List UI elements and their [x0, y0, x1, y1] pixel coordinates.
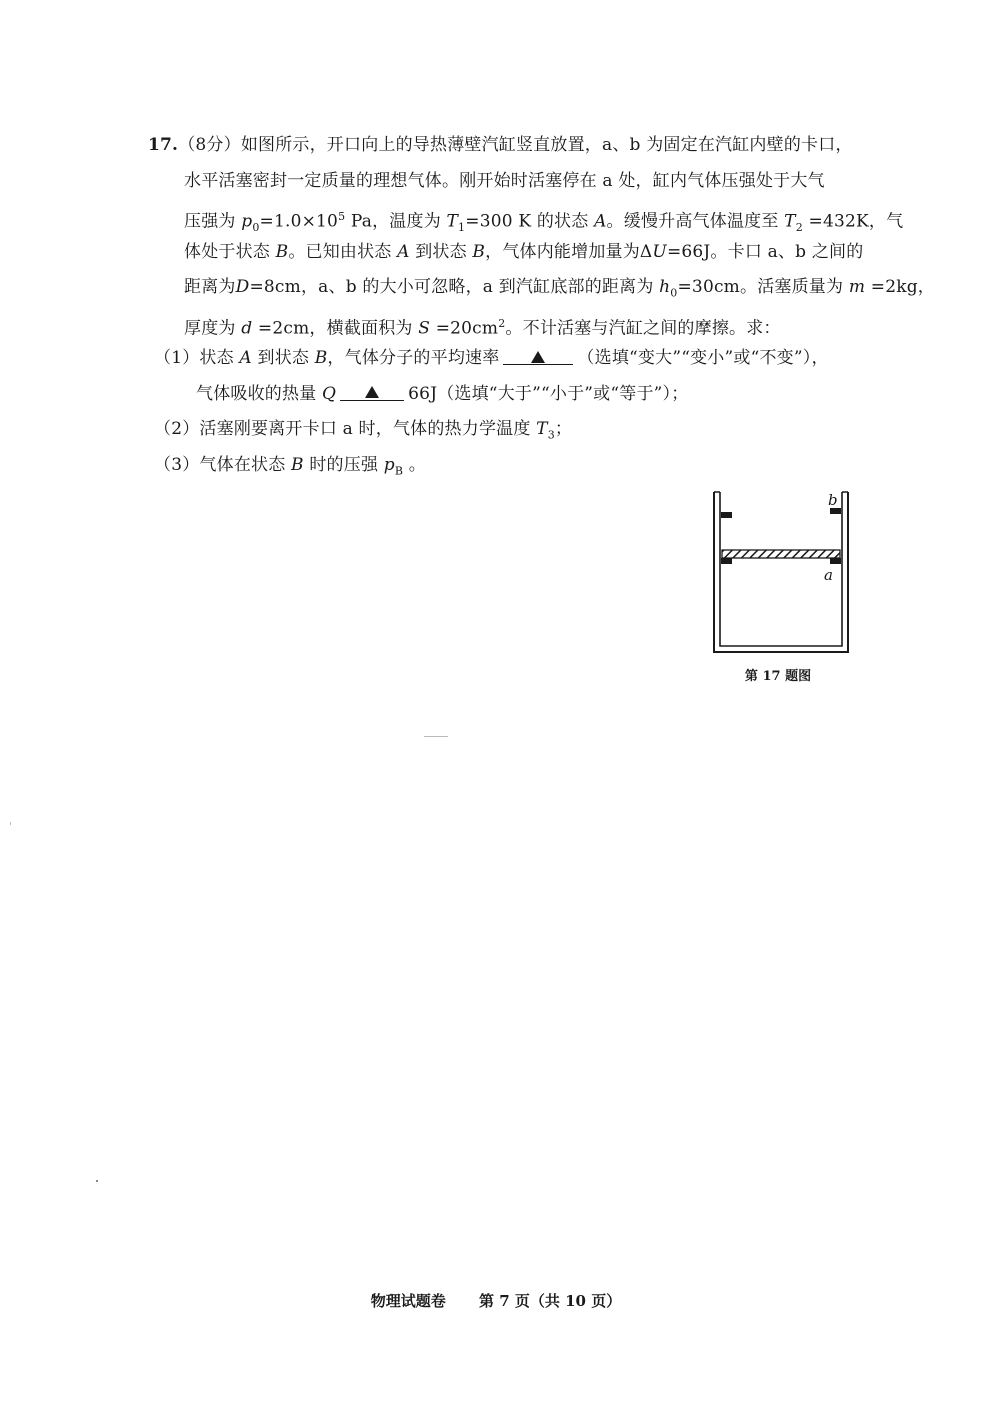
- question-17: [148, 128, 935, 483]
- question-text: 压强为: [184, 211, 242, 232]
- question-line-3: [148, 199, 918, 235]
- symbol-pB: p: [383, 454, 395, 475]
- subscript: 2: [795, 221, 803, 235]
- part-text: 时的压强: [303, 454, 384, 475]
- symbol-D: D: [235, 277, 250, 297]
- part-text: （选填“变大”“变小”或“不变”），: [577, 348, 829, 368]
- part-1: [148, 341, 918, 377]
- question-score: （8分）: [178, 135, 241, 155]
- question-line-6: [148, 306, 918, 342]
- stop-a-right: [830, 558, 841, 564]
- label-b: b: [828, 491, 838, 509]
- question-text: =432K，气: [802, 211, 904, 232]
- question-text: 。不计活塞与汽缸之间的摩擦。求：: [505, 318, 781, 339]
- part-text: ，气体分子的平均速率: [327, 348, 500, 368]
- stop-b-left: [721, 512, 732, 518]
- question-text: =66J。卡口 a、b 之间的: [666, 241, 864, 262]
- symbol-B: B: [275, 241, 289, 262]
- symbol-T3: T: [536, 419, 548, 439]
- footer-subject: 物理试题卷: [370, 1292, 446, 1310]
- symbol-Q: Q: [322, 383, 337, 404]
- part-text: 66J（选填“大于”“小于”或“等于”）；: [408, 383, 689, 404]
- subscript: 1: [458, 221, 466, 235]
- footer-page-number: 第 7 页（共 10 页）: [479, 1292, 622, 1310]
- scan-mark: [96, 1180, 98, 1182]
- symbol-h0: h: [659, 277, 671, 297]
- part-text: （1）状态: [154, 348, 240, 368]
- question-text: 厚度为: [184, 318, 242, 339]
- part-text: 气体吸收的热量: [196, 383, 323, 404]
- symbol-S: S: [418, 318, 431, 339]
- question-line-2: [148, 164, 918, 200]
- part-text: 到状态: [251, 348, 315, 368]
- scan-mark: [424, 736, 448, 737]
- question-text: 体处于状态: [184, 241, 276, 262]
- symbol-d: d: [241, 318, 253, 339]
- symbol-T1: T: [446, 211, 459, 232]
- question-text: =20cm: [430, 318, 499, 339]
- figure-caption: 第 17 题图: [744, 669, 812, 684]
- question-text: 。缓慢升高气体温度至: [606, 211, 785, 232]
- part-3: [148, 448, 918, 484]
- question-text: 如图所示，开口向上的导热薄壁汽缸竖直放置，a、b 为固定在汽缸内壁的卡口，: [240, 135, 853, 155]
- symbol-A: A: [594, 211, 607, 232]
- symbol-A: A: [397, 241, 410, 262]
- question-text: 水平活塞密封一定质量的理想气体。刚开始时活塞停在 a 处，缸内气体压强处于大气: [184, 170, 825, 191]
- stop-a-left: [721, 558, 732, 564]
- piston: [722, 550, 840, 558]
- symbol-B: B: [472, 241, 486, 262]
- answer-blank[interactable]: [503, 348, 573, 365]
- part-text: 。: [403, 454, 426, 475]
- question-text: =2cm，横截面积为: [252, 318, 419, 339]
- symbol-U: U: [652, 241, 667, 262]
- answer-blank[interactable]: [340, 384, 404, 401]
- question-text: =30cm。活塞质量为: [677, 277, 849, 297]
- question-line-1: [148, 128, 918, 164]
- symbol-p0: p: [241, 211, 253, 232]
- part-text: （2）活塞刚要离开卡口 a 时，气体的热力学温度: [154, 419, 537, 439]
- question-text: =300 K 的状态: [465, 211, 595, 232]
- superscript: 5: [338, 210, 346, 223]
- part-text: （3）气体在状态: [154, 454, 292, 475]
- superscript: 2: [498, 316, 506, 330]
- subscript: B: [394, 463, 404, 477]
- symbol-T2: T: [784, 211, 796, 232]
- question-text: =8cm，a、b 的大小可忽略，a 到汽缸底部的距离为: [249, 277, 660, 297]
- question-text: ，气体内能增加量为Δ: [485, 241, 653, 262]
- cylinder-figure: [700, 488, 860, 688]
- symbol-B: B: [314, 348, 328, 368]
- question-line-4: [148, 235, 918, 271]
- question-text: 距离为: [184, 277, 236, 297]
- question-text: =1.0×10: [259, 211, 339, 232]
- question-text: Pa，温度为: [345, 211, 447, 232]
- question-line-5: [148, 270, 935, 306]
- triangle-icon: [365, 386, 379, 398]
- question-text: 。已知由状态: [288, 241, 398, 262]
- subscript: 3: [547, 428, 555, 442]
- question-number: 17.: [148, 135, 179, 155]
- page-footer: [0, 1290, 992, 1311]
- scan-mark: [10, 822, 11, 825]
- symbol-B: B: [291, 454, 304, 475]
- part-2: [148, 412, 918, 448]
- subscript: 0: [670, 286, 678, 300]
- subscript: 0: [252, 221, 260, 235]
- part-1-continued: [148, 377, 918, 413]
- symbol-m: m: [848, 277, 866, 297]
- label-a: a: [824, 566, 833, 584]
- question-text: 到状态: [409, 241, 473, 262]
- part-text: ；: [554, 419, 573, 439]
- triangle-icon: [531, 351, 545, 363]
- question-text: =2kg，: [865, 277, 935, 297]
- symbol-A: A: [239, 348, 252, 368]
